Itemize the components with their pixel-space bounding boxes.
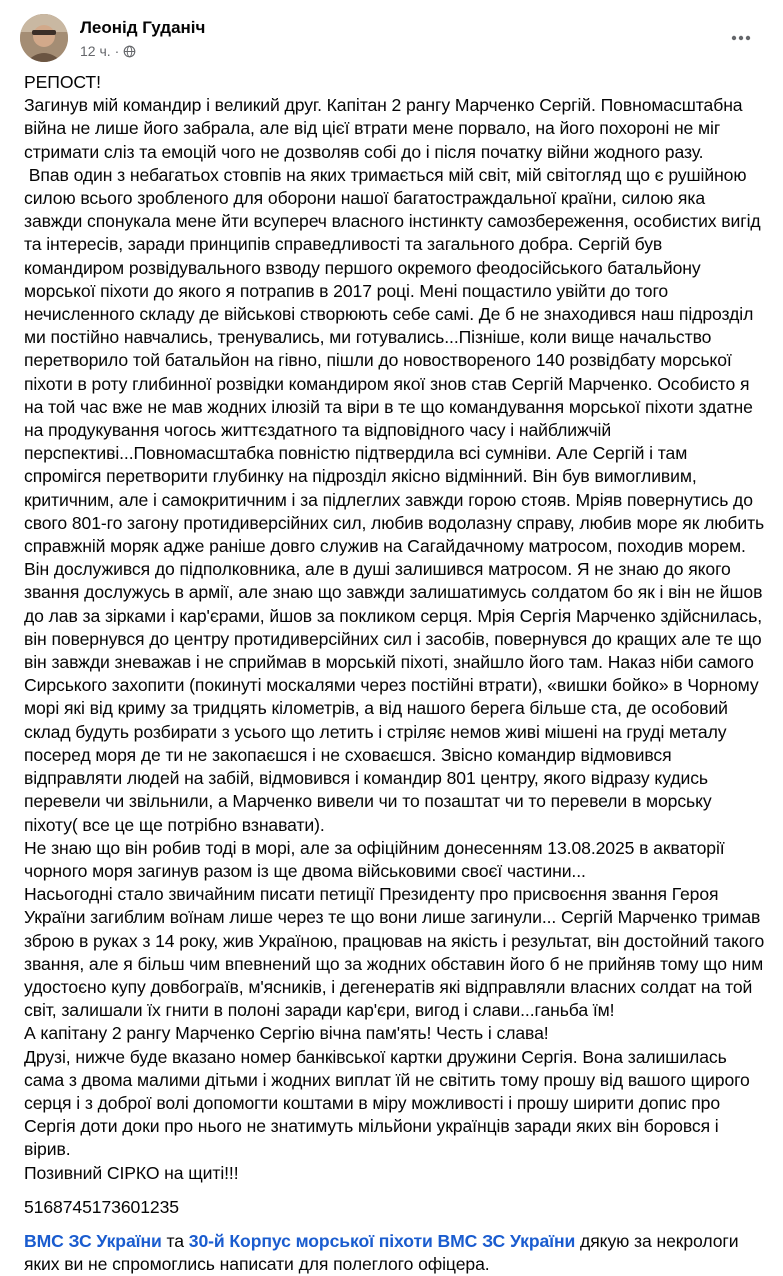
spacer (24, 1219, 766, 1230)
author-name[interactable]: Леонід Гуданіч (80, 18, 206, 37)
post-paragraph: Не знаю що він робив тоді в морі, але за офіційним донесенням 13.08.2025 в акваторії чорного моря загинув разом із ще двома військовими своєї частини... (24, 837, 730, 881)
post-body (24, 71, 770, 1276)
post-meta (80, 43, 136, 59)
closing-text: дякую за некрологи яких ви не спромоглись написати для полеглого офіцера. (24, 1230, 744, 1275)
post-header (20, 14, 763, 66)
avatar-photo-icon (20, 14, 68, 62)
post-paragraph: Позивний СІРКО на щиті!!! (24, 1162, 239, 1183)
post-paragraph: Загинув мій командир і великий друг. Капітан 2 рангу Марченко Сергій. Повномасштабна війна не лише його забрала, але від цієї втрати мене порвало, на його похороні не міг стримати сліз та емоцій чого не дозволяв собі до і після початку війни жодного разу. (24, 95, 748, 162)
mention-joiner: та (161, 1230, 189, 1251)
mention-vms-link[interactable]: ВМС ЗС України (24, 1230, 162, 1251)
post-paragraph: Друзі, нижче буде вказано номер банківської картки дружини Сергія. Вона залишилась сама з двома малими дітьми і жодних виплат їй не світить тому прошу від вашого щирого серця і з доброї волі допомогти коштами в міру можливості і прошу ширити допис про Сергія доти доки про нього не знатимуть мільйони українців заради яких він боровся і вірив. (24, 1046, 755, 1160)
card-number: 5168745173601235 (24, 1196, 179, 1217)
closing-paragraph (24, 1230, 766, 1276)
avatar[interactable] (20, 14, 68, 62)
post-paragraph: РЕПОСТ! (24, 72, 101, 92)
more-dots-icon (731, 35, 751, 41)
mention-marine-corps-link[interactable]: 30-й Корпус морської піхоти ВМС ЗС України (188, 1230, 576, 1251)
post-paragraph: Впав один з небагатьох стовпів на яких тримається мій світ, мій світогляд що є рушійною силою всього зробленого для оборони нашої багатостраждальної країни, силою яка завжди спонукала мене йти всупереч власного інстинкту самозбереження, особистих вигід та інтересів, заради принципів справедливості та загального добра. Сергій був командиром розвідувального взводу першого окремого феодосійського батальйону морської піхоти до якого я потрапив в 2017 році. Мені пощастило увійти до того нечисленного складу де військові створюють себе самі. Де б не знаходився наш підрозділ ми постійно навчались, тренувались, ми готувались...Пізніше, коли вище начальство перетворило той батальйон на гівно, пішли до новоствореного 140 розвідбату морської піхоти в роту глибинної розвідки командиром якої знов став Сергій Марченко. Особисто я на той час вже не мав жодних ілюзій та віри в те що командування морської піхоти здатне на продукування чогось життєздатного та відповідного часу і найближчій перспективі...Повномасштабка повністю підтвердила всі сумніви. Але Сергій і там спромігся перетворити глубинку на підрозділ якісно відмінний. Він був вимогливим, критичним, але і самокритичним і за підлеглих завжди горою стояв. Мріяв повернутись до свого 801-го загону протидиверсійних сил, любив водолазну справу, любив море як любить справжній моряк адже раніше довго служив на Сагайдачному матросом, походив морем. Він дослужився до підполковника, але в душі залишився матросом. Я не знаю до якого звання дослужусь в армії, але знаю що завжди залишатимусь солдатом бо як і він не йшов до лав за зірками і кар'єрами, йшов за покликом серця. Мрія Сергія Марченко здійснилась, він повернувся до центру протидиверсійних сил і засобів, повернувся до кращих але те що він завжди зневажав і не сприймав в морській піхоті, знайшло його там. Наказ ніби самого Сирського захопити (покинуті москалями через постійні втрати), «вишки бойко» в Чорному морі які від криму за тридцять кілометрів, а від нашого берега більше ста, де особовий склад будуть розбирати з усього що летить і стріляє немов живі мішені на груді металу посеред моря де ти не закопаєшся і не сховаєшся. Звісно командир відмовився відправляти людей на забій, відмовився і командир 801 центру, якого відразу кудись перевели чи звільнили, а Марченко вивели чи то позаштат чи то перевели в морську піхоту( все це ще потрібно взнавати). (24, 164, 769, 835)
meta-separator: · (114, 43, 120, 59)
post-time[interactable]: 12 ч. (80, 43, 111, 59)
post-paragraph: А капітану 2 рангу Марченко Сергію вічна пам'ять! Честь і слава! (24, 1023, 549, 1044)
globe-icon (123, 45, 136, 58)
more-options-button[interactable] (723, 20, 759, 56)
post-paragraph: Насьогодні стало звичайним писати петиції Президенту про присвоєння звання Героя України загиблим воїнам лише через те що вони лише загинули... Сергій Марченко тримав зброю в руках з 14 року, жив Україною, працював на якість і результат, він достойний такого звання, але я більш чим впевнений що за жодних обставин його б не прийняв тому що ним удостоєно купу довбограїв, м'ясників, і дегенератів які відправляли власних солдат на той світ, залишали їх гнити в полоні заради кар'єри, вигод і слави...ганьба їм! (24, 884, 770, 1021)
spacer (24, 1185, 766, 1196)
